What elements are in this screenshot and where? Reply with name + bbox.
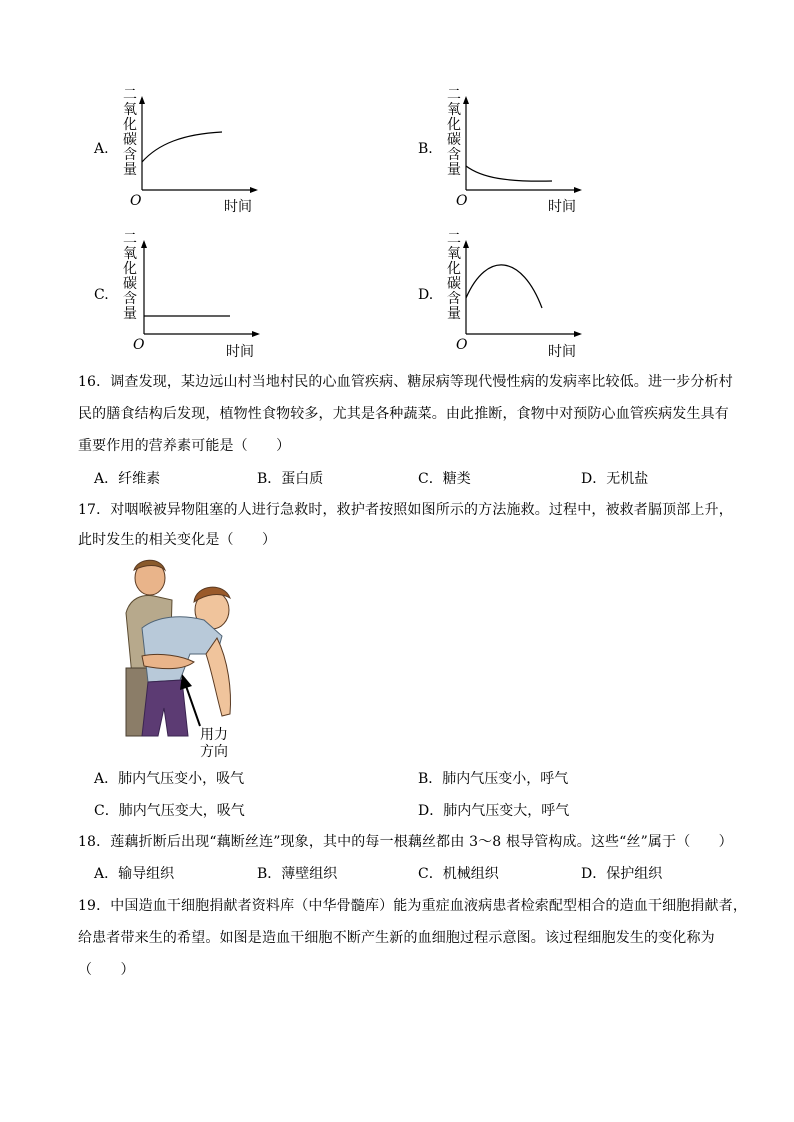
- ylabel-char: 氧: [447, 102, 461, 118]
- ylabel-char: 含: [123, 147, 137, 163]
- ylabel-char: 碳: [447, 132, 461, 148]
- q18-option-a[interactable]: A．输导组织: [94, 866, 175, 882]
- graph-b-origin: O: [456, 193, 468, 209]
- ylabel-char: 二: [447, 231, 461, 247]
- q18-option-d[interactable]: D．保护组织: [581, 866, 663, 882]
- q19-line-1: 19．中国造血干细胞捐献者资料库（中华骨髓库）能为重症血液病患者检索配型相合的造血干细胞捐献者，: [78, 898, 748, 914]
- graph-d-option-label: D.: [418, 287, 434, 303]
- graph-d-xlabel: 时间: [548, 344, 576, 360]
- graph-d-origin: O: [456, 337, 468, 353]
- q18-option-c[interactable]: C．机械组织: [418, 866, 499, 882]
- q17-option-c[interactable]: C．肺内气压变大，吸气: [94, 803, 245, 819]
- ylabel-char: 碳: [123, 132, 137, 148]
- ylabel-char: 量: [447, 306, 461, 322]
- graph-a-curve: [142, 132, 222, 162]
- heimlich-maneuver-illustration: [112, 558, 242, 738]
- q16-line-2: 民的膳食结构后发现，植物性食物较多，尤其是各种蔬菜。由此推断，食物中对预防心血管疾病发生具有: [78, 406, 729, 422]
- ylabel-char: 碳: [447, 276, 461, 292]
- graph-c-ylabel: [122, 232, 138, 322]
- ylabel-char: 化: [123, 261, 137, 277]
- ylabel-char: 氧: [447, 246, 461, 262]
- q19-line-2: 给患者带来生的希望。如图是造血干细胞不断产生新的血细胞过程示意图。该过程细胞发生的变化称为: [78, 930, 715, 946]
- ylabel-char: 氧: [123, 102, 137, 118]
- graph-c: [140, 240, 260, 340]
- ylabel-char: 化: [123, 117, 137, 133]
- q16-line-1: 16．调查发现，某边远山村当地村民的心血管疾病、糖尿病等现代慢性病的发病率比较低。进一步分析村: [78, 374, 733, 390]
- q17-option-a[interactable]: A．肺内气压变小，吸气: [94, 771, 245, 787]
- ylabel-char: 二: [123, 231, 137, 247]
- graph-a-option-label: A.: [94, 141, 109, 157]
- q17-line-1: 17．对咽喉被异物阻塞的人进行急救时，救护者按照如图所示的方法施救。过程中，被救者膈顶部上升，: [78, 502, 733, 518]
- graph-c-xlabel: 时间: [226, 344, 254, 360]
- ylabel-char: 碳: [123, 276, 137, 292]
- ylabel-char: 含: [123, 291, 137, 307]
- figure-force-label-1: 用力: [200, 727, 228, 743]
- figure-force-label-2: 方向: [200, 744, 228, 760]
- ylabel-char: 化: [447, 261, 461, 277]
- q16-option-c[interactable]: C．糖类: [418, 471, 471, 487]
- ylabel-char: 含: [447, 147, 461, 163]
- graph-c-option-label: C.: [94, 287, 109, 303]
- ylabel-char: 二: [447, 87, 461, 103]
- graph-a-xlabel: 时间: [224, 199, 252, 215]
- q19-line-3: （ ）: [78, 962, 135, 978]
- q16-option-d[interactable]: D．无机盐: [581, 471, 649, 487]
- q16-line-3: 重要作用的营养素可能是（ ）: [78, 438, 291, 454]
- q18-option-b[interactable]: B．薄壁组织: [257, 866, 338, 882]
- q17-option-d[interactable]: D．肺内气压变大，呼气: [418, 803, 570, 819]
- graph-b-ylabel: [446, 88, 462, 178]
- graph-b-curve: [466, 166, 552, 181]
- graph-a-origin: O: [130, 193, 142, 209]
- ylabel-char: 化: [447, 117, 461, 133]
- ylabel-char: 量: [123, 162, 137, 178]
- ylabel-char: 二: [123, 87, 137, 103]
- q16-option-b[interactable]: B．蛋白质: [257, 471, 324, 487]
- ylabel-char: 量: [123, 306, 137, 322]
- graph-d: [462, 240, 582, 340]
- graph-a-ylabel: [122, 88, 138, 178]
- ylabel-char: 氧: [123, 246, 137, 262]
- graph-b: [462, 96, 582, 196]
- ylabel-char: 量: [447, 162, 461, 178]
- q17-option-b[interactable]: B．肺内气压变小，呼气: [418, 771, 569, 787]
- q16-option-a[interactable]: A．纤维素: [94, 471, 161, 487]
- graph-b-xlabel: 时间: [548, 199, 576, 215]
- graph-a: [138, 96, 258, 196]
- q18-line-1: 18．莲藕折断后出现“藕断丝连”现象，其中的每一根藕丝都由 3～8 根导管构成。这些“丝”属于（ ）: [78, 834, 733, 850]
- q17-line-2: 此时发生的相关变化是（ ）: [78, 532, 277, 548]
- graph-c-origin: O: [133, 337, 145, 353]
- graph-b-option-label: B.: [418, 141, 433, 157]
- graph-d-ylabel: [446, 232, 462, 322]
- graph-d-curve: [466, 265, 542, 308]
- ylabel-char: 含: [447, 291, 461, 307]
